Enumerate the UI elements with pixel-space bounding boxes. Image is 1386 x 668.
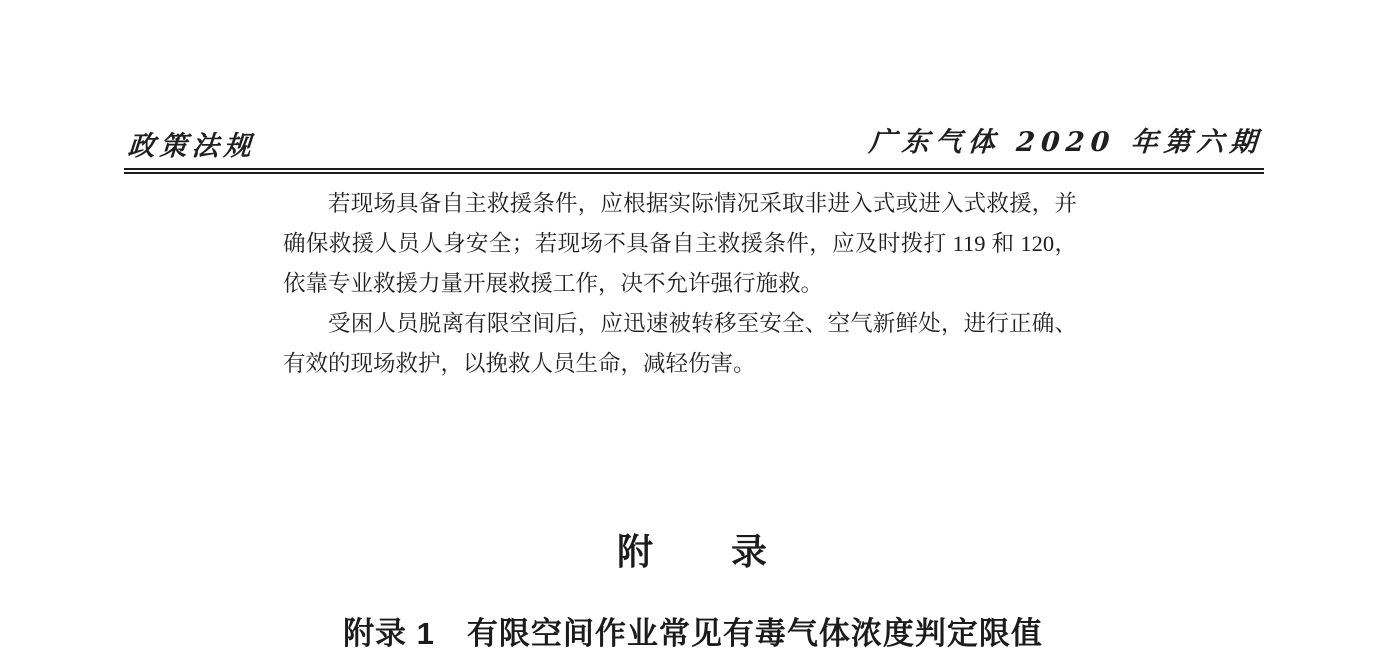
appendix-title: 附 录 — [616, 531, 769, 572]
running-head-section-title: 政策法规 — [126, 131, 257, 162]
appendix-subtitle: 附录 1 有限空间作业常见有毒气体浓度判定限值 — [343, 616, 1043, 651]
body-paragraph-victim-transfer: 受困人员脱离有限空间后，应迅速被转移至安全、空气新鲜处，进行正确、有效的现场救护，以挽救人员生命，减轻伤害。 — [283, 311, 1077, 376]
header-rule — [124, 168, 1264, 174]
body-paragraph-rescue-conditions: 若现场具备自主救援条件，应根据实际情况采取非进入式或进入式救援，并确保救援人员人身安全；若现场不具备自主救援条件，应及时拨打 119 和 120，依靠专业救援力量开展救援工作，决不允许强行施救。 — [283, 191, 1077, 296]
body-text-block — [283, 184, 1077, 384]
running-head-issue-title: 广东气体 2020 年第六期 — [867, 127, 1264, 158]
